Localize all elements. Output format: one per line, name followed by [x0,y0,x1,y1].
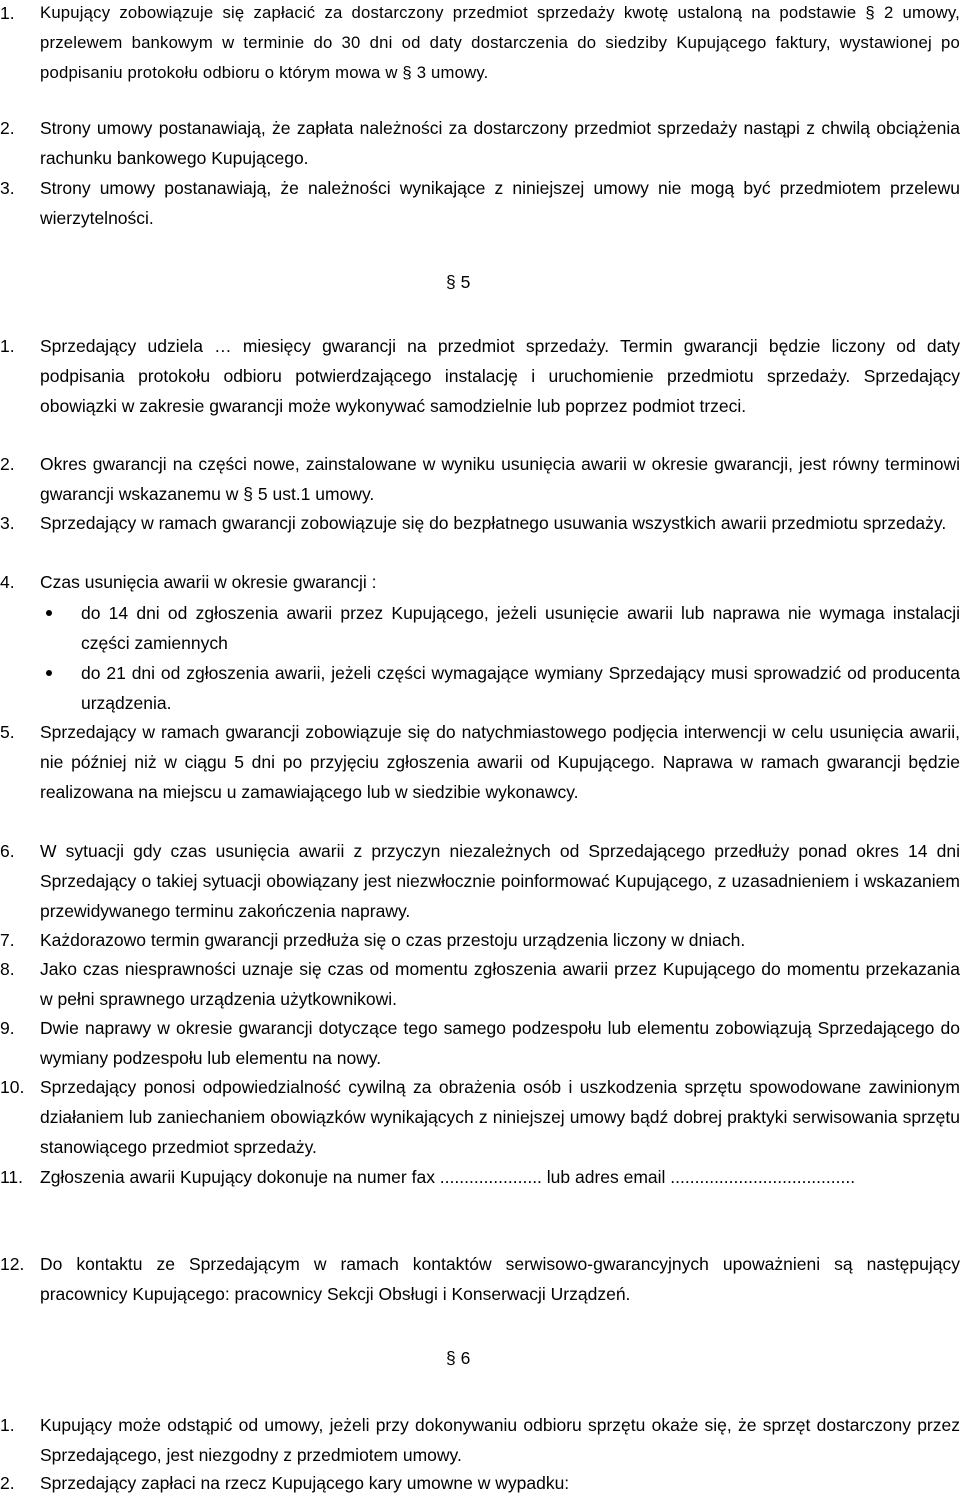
bullet-icon [46,670,52,676]
item-number: 3. [0,178,15,198]
item-number: 3. [0,513,15,533]
item-text: W sytuacji gdy czas usunięcia awarii z przyczyn niezależnych od Sprzedającego przedłuży ponad okres 14 dni Sprzedający o takiej sytuacji obowiązany jest niezwłocznie poinformować Kupującego, z uzasadnieniem i wskazaniem przewidywanego terminu zakończenia naprawy. [40,841,960,921]
item-number: 12. [0,1254,25,1274]
item-text: Sprzedający ponosi odpowiedzialność cywilną za obrażenia osób i uszkodzenia sprzętu spowodowane zawinionym działaniem lub zaniechaniem obowiązków wynikających z niniejszej umowy bądź dobrej praktyki serwisowania sprzętu stanowiącego przedmiot sprzedaży. [40,1077,960,1157]
item-text: Jako czas niesprawności uznaje się czas od momentu zgłoszenia awarii przez Kupującego do momentu przekazania w pełni sprawnego urządzenia użytkownikowi. [40,959,960,1009]
section-heading: § 6 [446,1348,471,1368]
item-text: Do kontaktu ze Sprzedającym w ramach kontaktów serwisowo-gwarancyjnych upoważnieni są następujący pracownicy Kupującego: pracownicy Sekcji Obsługi i Konserwacji Urządzeń. [40,1254,960,1304]
item-text: Sprzedający udziela … miesięcy gwarancji na przedmiot sprzedaży. Termin gwarancji będzie liczony od daty podpisania protokołu odbioru potwierdzającego instalację i uruchomienie przedmiotu sprzedaży. Sprzedający obowiązki w zakresie gwarancji może wykonywać samodzielnie lub poprzez podmiot trzeci. [40,336,960,416]
item-number: 7. [0,930,15,950]
item-number: 2. [0,454,15,474]
bullet-text: do 21 dni od zgłoszenia awarii, jeżeli części wymagające wymiany Sprzedający musi sprowadzić od producenta urządzenia. [81,663,960,713]
item-number: 1. [0,336,15,356]
item-text: Każdorazowo termin gwarancji przedłuża się o czas przestoju urządzenia liczony w dniach. [40,930,746,950]
item-text: Sprzedający w ramach gwarancji zobowiązuje się do bezpłatnego usuwania wszystkich awarii przedmiotu sprzedaży. [40,513,947,533]
item-number: 8. [0,959,15,979]
item-text: Dwie naprawy w okresie gwarancji dotyczące tego samego podzespołu lub elementu zobowiązują Sprzedającego do wymiany podzespołu lub elementu na nowy. [40,1018,960,1068]
item-number: 2. [0,1473,15,1493]
item-text: Okres gwarancji na części nowe, zainstalowane w wyniku usunięcia awarii w okresie gwarancji, jest równy terminowi gwarancji wskazanemu w § 5 ust.1 umowy. [40,454,960,504]
item-number: 4. [0,572,15,592]
item-text: Strony umowy postanawiają, że należności wynikające z niniejszej umowy nie mogą być przedmiotem przelewu wierzytelności. [40,178,960,228]
bullet-icon [46,610,52,616]
item-number: 1. [0,1415,15,1435]
item-number: 5. [0,722,15,742]
item-number: 2. [0,118,15,138]
bullet-text: do 14 dni od zgłoszenia awarii przez Kupującego, jeżeli usunięcie awarii lub naprawa nie wymaga instalacji części zamiennych [81,603,960,653]
item-text: Kupujący zobowiązuje się zapłacić za dostarczony przedmiot sprzedaży kwotę ustaloną na podstawie § 2 umowy, przelewem bankowym w terminie do 30 dni od daty dostarczenia do siedziby Kupującego faktury, wystawionej po podpisaniu protokołu odbioru o którym mowa w § 3 umowy. [40,3,960,82]
item-number: 11. [0,1167,24,1187]
item-number: 1. [0,3,15,23]
section-heading: § 5 [446,272,471,292]
item-text: Sprzedający w ramach gwarancji zobowiązuje się do natychmiastowego podjęcia interwencji w celu usunięcia awarii, nie później niż w ciągu 5 dni po przyjęciu zgłoszenia awarii od Kupującego. Naprawa w ramach gwarancji będzie realizowana na miejscu u zamawiającego lub w siedzibie wykonawcy. [40,722,960,802]
item-text: Zgłoszenia awarii Kupujący dokonuje na numer fax ..................... lub adres email ...................................... [40,1167,856,1187]
item-text: Kupujący może odstąpić od umowy, jeżeli przy dokonywaniu odbioru sprzętu okaże się, że sprzęt dostarczony przez Sprzedającego, jest niezgodny z przedmiotem umowy. [40,1415,960,1465]
item-text: Sprzedający zapłaci na rzecz Kupującego kary umowne w wypadku: [40,1473,570,1493]
item-number: 10. [0,1077,25,1097]
item-number: 9. [0,1018,15,1038]
item-text: Strony umowy postanawiają, że zapłata należności za dostarczony przedmiot sprzedaży nastąpi z chwilą obciążenia rachunku bankowego Kupującego. [40,118,960,168]
item-number: 6. [0,841,15,861]
item-text: Czas usunięcia awarii w okresie gwarancji : [40,572,377,592]
